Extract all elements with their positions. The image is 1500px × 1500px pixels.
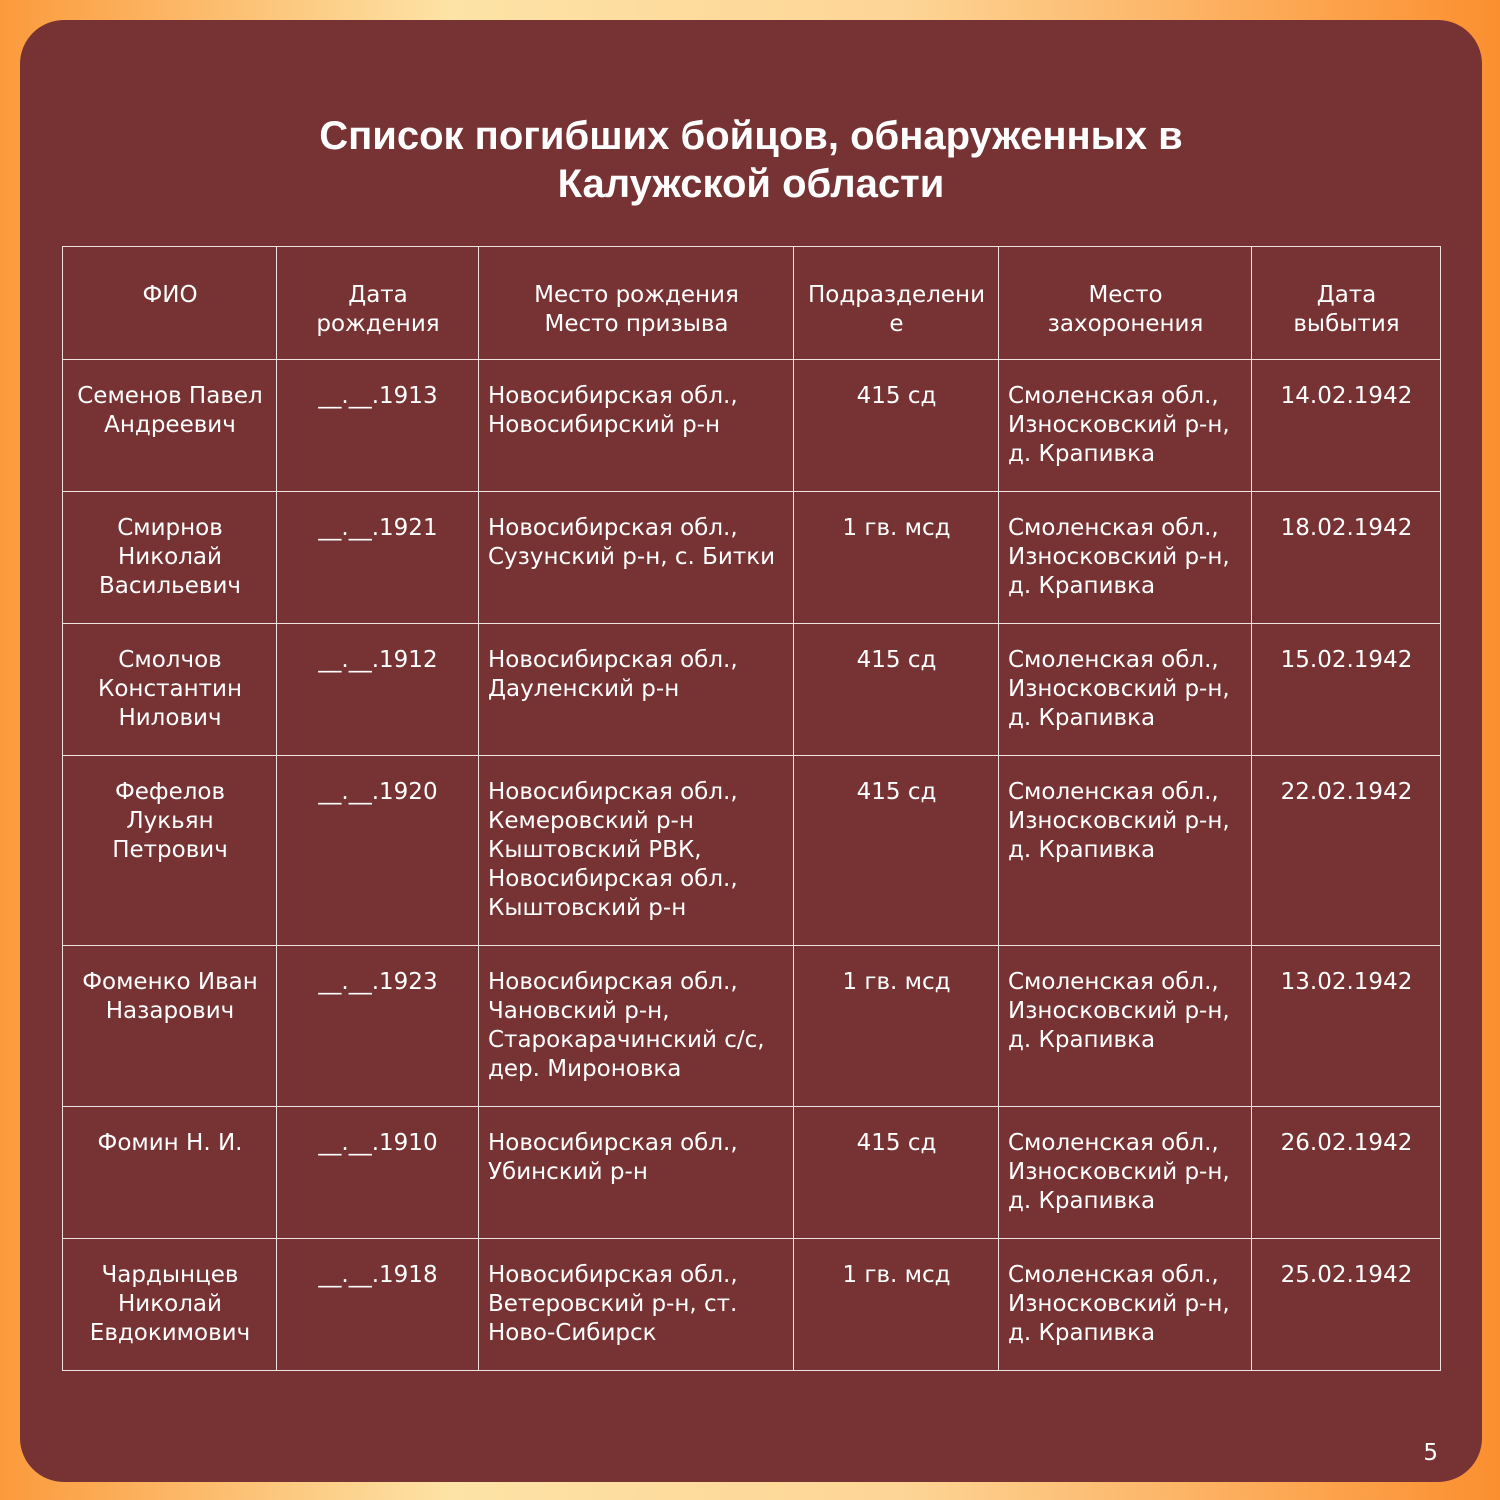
cell-birth-date: __.__.1912: [277, 624, 479, 756]
cell-birth-place: Новосибирская обл., Дауленский р-н: [479, 624, 794, 756]
cell-name: Смолчов Константин Нилович: [63, 624, 277, 756]
cell-unit: 415 сд: [794, 624, 999, 756]
cell-name: Фомин Н. И.: [63, 1107, 277, 1239]
cell-birth-date: __.__.1921: [277, 492, 479, 624]
header-draft-place: Место призыва: [544, 311, 729, 337]
title-line-2: Калужской области: [557, 162, 945, 206]
cell-burial: Смоленская обл., Износковский р-н, д. Крапивка: [999, 624, 1252, 756]
header-name: ФИО: [63, 247, 277, 360]
cell-birth-place: Новосибирская обл., Новосибирский р-н: [479, 360, 794, 492]
table-row: [63, 946, 1441, 1107]
cell-name: Фефелов Лукьян Петрович: [63, 756, 277, 946]
cell-burial: Смоленская обл., Износковский р-н, д. Крапивка: [999, 1239, 1252, 1371]
cell-birth-place: Новосибирская обл., Кемеровский р-н Кыштовский РВК, Новосибирская обл., Кыштовский р-н: [479, 756, 794, 946]
table-row: [63, 492, 1441, 624]
table-row: [63, 624, 1441, 756]
page-number: 5: [1423, 1440, 1438, 1466]
cell-burial: Смоленская обл., Износковский р-н, д. Крапивка: [999, 756, 1252, 946]
cell-birth-date: __.__.1920: [277, 756, 479, 946]
cell-unit: 415 сд: [794, 360, 999, 492]
cell-loss-date: 13.02.1942: [1252, 946, 1441, 1107]
page-title: [20, 112, 1482, 208]
cell-birth-place: Новосибирская обл., Убинский р-н: [479, 1107, 794, 1239]
cell-unit: 1 гв. мсд: [794, 1239, 999, 1371]
cell-loss-date: 15.02.1942: [1252, 624, 1441, 756]
cell-birth-date: __.__.1910: [277, 1107, 479, 1239]
header-birth-date: Дата рождения: [277, 247, 479, 360]
cell-unit: 1 гв. мсд: [794, 946, 999, 1107]
soldiers-table: [62, 246, 1441, 1371]
header-birth-place: Место рождения: [534, 282, 739, 308]
table-header: [63, 247, 1441, 360]
cell-birth-date: __.__.1918: [277, 1239, 479, 1371]
slide-card: [20, 20, 1482, 1482]
header-loss-date: Дата выбытия: [1252, 247, 1441, 360]
table-header-row: [63, 247, 1441, 360]
cell-birth-date: __.__.1913: [277, 360, 479, 492]
table-row: [63, 756, 1441, 946]
cell-birth-place: Новосибирская обл., Чановский р-н, Старокарачинский с/с, дер. Мироновка: [479, 946, 794, 1107]
cell-name: Смирнов Николай Васильевич: [63, 492, 277, 624]
header-unit: Подразделение: [794, 247, 999, 360]
cell-unit: 415 сд: [794, 756, 999, 946]
title-line-1: Список погибших бойцов, обнаруженных в: [319, 114, 1183, 158]
cell-unit: 1 гв. мсд: [794, 492, 999, 624]
cell-name: Семенов Павел Андреевич: [63, 360, 277, 492]
cell-loss-date: 18.02.1942: [1252, 492, 1441, 624]
cell-name: Чардынцев Николай Евдокимович: [63, 1239, 277, 1371]
cell-loss-date: 25.02.1942: [1252, 1239, 1441, 1371]
cell-burial: Смоленская обл., Износковский р-н, д. Крапивка: [999, 360, 1252, 492]
cell-burial: Смоленская обл., Износковский р-н, д. Крапивка: [999, 946, 1252, 1107]
cell-name: Фоменко Иван Назарович: [63, 946, 277, 1107]
table-row: [63, 1107, 1441, 1239]
header-burial: Место захоронения: [999, 247, 1252, 360]
cell-loss-date: 26.02.1942: [1252, 1107, 1441, 1239]
cell-birth-place: Новосибирская обл., Сузунский р-н, с. Битки: [479, 492, 794, 624]
table-body: [63, 360, 1441, 1371]
cell-birth-place: Новосибирская обл., Ветеровский р-н, ст. Ново-Сибирск: [479, 1239, 794, 1371]
cell-burial: Смоленская обл., Износковский р-н, д. Крапивка: [999, 492, 1252, 624]
cell-burial: Смоленская обл., Износковский р-н, д. Крапивка: [999, 1107, 1252, 1239]
cell-loss-date: 22.02.1942: [1252, 756, 1441, 946]
cell-loss-date: 14.02.1942: [1252, 360, 1441, 492]
cell-birth-date: __.__.1923: [277, 946, 479, 1107]
header-birth-draft-place: [479, 247, 794, 360]
table-row: [63, 1239, 1441, 1371]
cell-unit: 415 сд: [794, 1107, 999, 1239]
table-row: [63, 360, 1441, 492]
